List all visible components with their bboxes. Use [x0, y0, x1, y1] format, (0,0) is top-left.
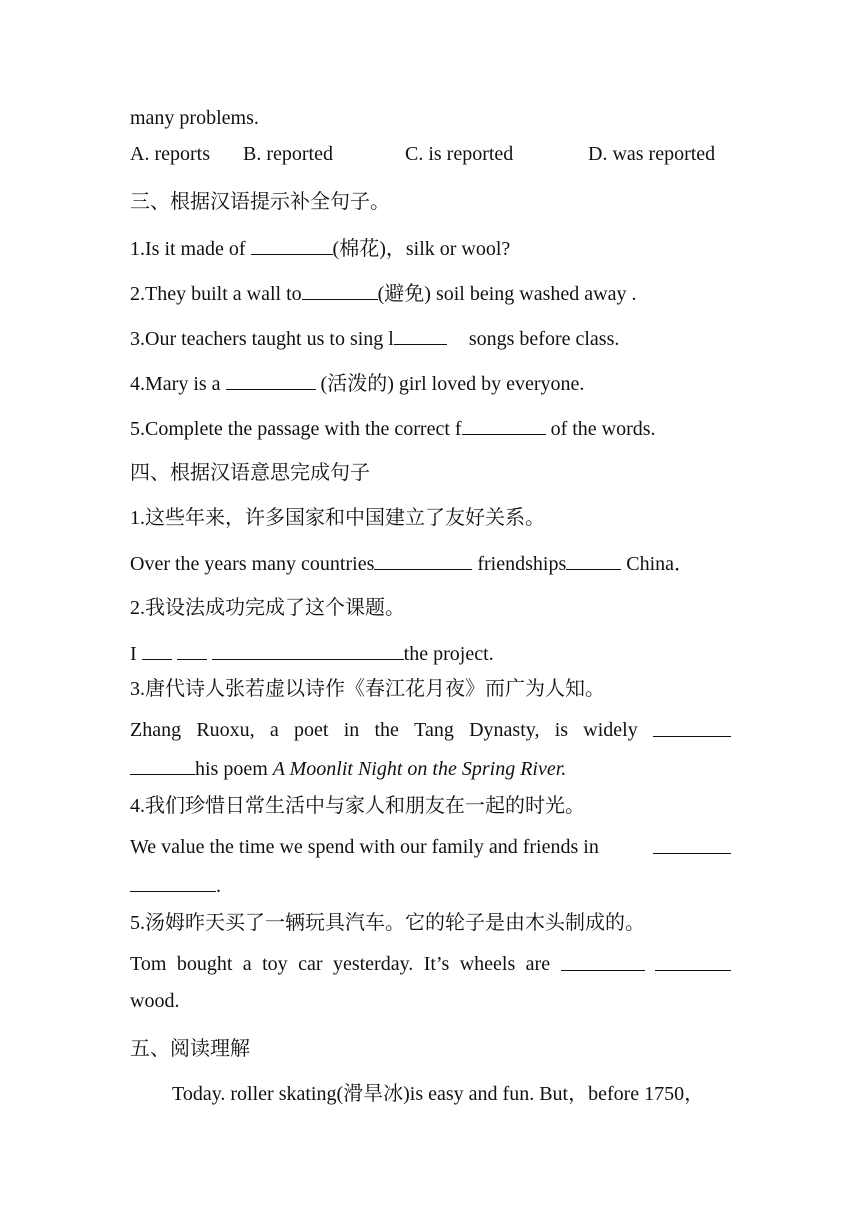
s4-item-1-chinese: 1.这些年来，许多国家和中国建立了友好关系。	[130, 507, 545, 529]
s4-item-4-chinese: 4.我们珍惜日常生活中与家人和朋友在一起的时光。	[130, 795, 585, 817]
s3-item-3: 3.Our teachers taught us to sing l songs before class.	[130, 328, 620, 350]
s4-item-3-chinese: 3.唐代诗人张若虚以诗作《春江花月夜》而广为人知。	[130, 678, 605, 700]
s4-item-2-english: I the project.	[130, 643, 494, 665]
poem-title: A Moonlit Night on the Spring River.	[272, 758, 567, 780]
blank	[212, 641, 404, 660]
s4-item-4-english-line-1: We value the time we spend with our family and friends in	[130, 835, 731, 859]
blank	[302, 281, 378, 300]
s4-item-3-english-line-1: Zhang Ruoxu, a poet in the Tang Dynasty, is widely	[130, 718, 731, 742]
blank	[653, 718, 731, 737]
blank	[130, 756, 195, 775]
blank	[374, 551, 472, 570]
blank	[655, 952, 731, 971]
s4-item-5-english-line-1: Tom bought a toy car yesterday. It’s wheels are	[130, 952, 731, 976]
blank	[251, 236, 333, 255]
section-4-heading: 四、根据汉语意思完成句子	[130, 462, 370, 484]
s4-item-4-english-line-2: .	[130, 873, 221, 898]
blank	[130, 873, 216, 892]
s3-item-1: 1.Is it made of (棉花)，silk or wool?	[130, 238, 511, 260]
s3-item-2: 2.They built a wall to (避免) soil being washed away .	[130, 283, 637, 305]
s4-item-2-chinese: 2.我设法成功完成了这个课题。	[130, 597, 405, 619]
option-a: A. reports	[130, 143, 210, 165]
s3-item-5: 5.Complete the passage with the correct f of the words.	[130, 418, 656, 440]
blank	[226, 371, 316, 390]
line-many-problems: many problems.	[130, 107, 259, 129]
option-c: C. is reported	[405, 143, 514, 165]
option-d: D. was reported	[588, 143, 716, 165]
blank	[462, 416, 546, 435]
blank	[653, 835, 731, 854]
s3-item-4: 4.Mary is a (活泼的) girl loved by everyone.	[130, 373, 585, 395]
blank	[566, 551, 621, 570]
blank	[177, 641, 207, 660]
reading-paragraph-start: Today. roller skating(滑旱冰)is easy and fun. But，before 1750，	[172, 1083, 705, 1105]
s4-item-5-english-line-2: wood.	[130, 990, 180, 1012]
option-b: B. reported	[243, 143, 333, 165]
blank	[142, 641, 172, 660]
section-5-heading: 五、阅读理解	[130, 1038, 250, 1060]
blank	[561, 952, 645, 971]
blank	[394, 326, 447, 345]
s4-item-1-english: Over the years many countries friendships China．	[130, 553, 695, 575]
s4-item-5-chinese: 5.汤姆昨天买了一辆玩具汽车。它的轮子是由木头制成的。	[130, 912, 645, 934]
section-3-heading: 三、根据汉语提示补全句子。	[130, 191, 390, 213]
s4-item-3-english-line-2: his poem A Moonlit Night on the Spring River.	[130, 756, 566, 781]
